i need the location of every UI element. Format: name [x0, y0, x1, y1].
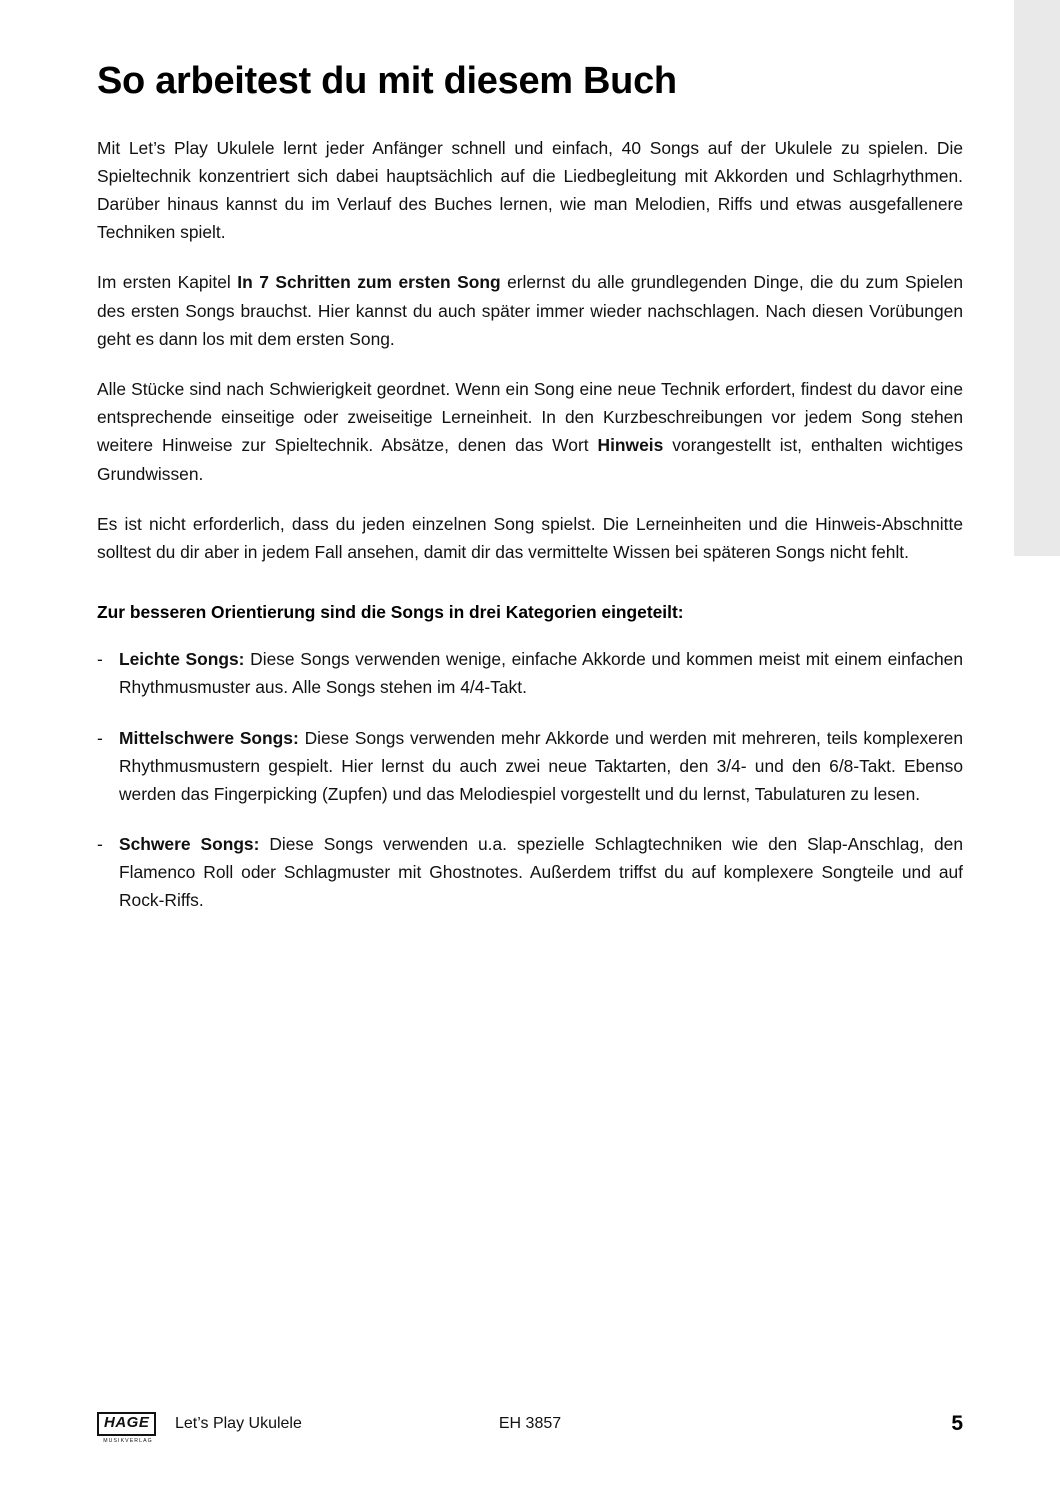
paragraph-intro	[97, 134, 963, 247]
text-run: Es ist nicht erforderlich, dass du jeden einzelnen Song spielst. Die Lerneinheiten und die Hinweis-Abschnitte solltest du dir aber in jedem Fall ansehen, damit dir das vermittelte Wissen bei späteren Songs nicht fehlt.	[97, 513, 963, 562]
paragraph-not-required	[97, 510, 963, 566]
text-run: Mit Let’s Play Ukulele lernt jeder Anfänger schnell und einfach, 40 Songs auf der Ukulele zu spielen. Die Spieltechnik konzentriert sich dabei hauptsächlich auf die Liedbegleitung mit Akkorden und Schlagrhythmen. Darüber hinaus kannst du im Verlauf des Buches lernen, wie man Melodien, Riffs und etwas ausgefallenere Techniken spielt.	[97, 137, 963, 243]
categories-list	[97, 645, 963, 915]
emphasis-chapter-title: In 7 Schritten zum ersten Song	[237, 272, 501, 293]
bullet-marker: -	[97, 727, 103, 748]
footer-page-number: 5	[951, 1412, 963, 1435]
bullet-marker: -	[97, 834, 103, 855]
publisher-logo	[97, 1412, 161, 1444]
category-term: Leichte Songs:	[119, 649, 245, 670]
list-item	[97, 724, 963, 809]
category-term: Mittelschwere Songs:	[119, 727, 299, 748]
category-description: Diese Songs verwenden wenige, einfache Akkorde und kommen meist mit einem einfachen Rhythmusmuster aus. Alle Songs stehen im 4/4-Takt.	[119, 649, 963, 698]
category-term: Schwere Songs:	[119, 834, 260, 855]
page-title: So arbeitest du mit diesem Buch	[97, 60, 677, 102]
text-run: erlernst du alle grundlegenden Dinge, die du zum Spielen des ersten Songs brauchst. Hier kannst du auch später immer wieder nachschlagen. Nach diesen Vorübungen geht es dann los mit dem ersten Song.	[97, 272, 964, 349]
category-description: Diese Songs verwenden mehr Akkorde und werden mit mehreren, teils komplexeren Rhythmusmustern gespielt. Hier lernst du auch zwei neue Taktarten, den 3/4- und den 6/8-Takt. Ebenso werden das Fingerpicking (Zupfen) und das Melodiespiel vorgestellt und du lernst, Tabulaturen zu lesen.	[119, 727, 963, 804]
categories-lead: Zur besseren Orientierung sind die Songs in drei Kategorien eingeteilt:	[97, 602, 684, 623]
page-content	[97, 60, 963, 937]
footer-edition-code: EH 3857	[498, 1415, 562, 1432]
text-run: Alle Stücke sind nach Schwierigkeit geordnet. Wenn ein Song eine neue Technik erfordert, findest du davor eine entsprechende einseitige oder zweiseitige Lerneinheit. In den Kurzbeschreibungen vor jedem Song stehen weitere Hinweise zur Spieltechnik. Absätze, denen das Wort	[97, 379, 963, 456]
list-item	[97, 645, 963, 701]
text-run: Im ersten Kapitel	[97, 272, 238, 293]
publisher-logo-subtext: MUSIKVERLAG	[103, 1437, 153, 1444]
category-description: Diese Songs verwenden u.a. spezielle Schlagtechniken wie den Slap-Anschlag, den Flamenco Roll oder Schlagmuster mit Ghostnotes. Außerdem triffst du auf komplexere Songteile und auf Rock-Riffs.	[119, 834, 963, 911]
footer-book-title: Let’s Play Ukulele	[175, 1415, 302, 1432]
emphasis-hinweis: Hinweis	[597, 435, 664, 456]
paragraph-chapter-one	[97, 268, 963, 353]
chapter-side-tab	[1014, 0, 1060, 556]
paragraph-difficulty	[97, 375, 963, 488]
publisher-logo-text: HAGE	[97, 1412, 156, 1436]
text-run: vorangestellt ist, enthalten wichtiges Grundwissen.	[97, 435, 963, 484]
bullet-marker: -	[97, 649, 103, 670]
page-footer	[97, 1412, 963, 1446]
list-item	[97, 830, 963, 915]
